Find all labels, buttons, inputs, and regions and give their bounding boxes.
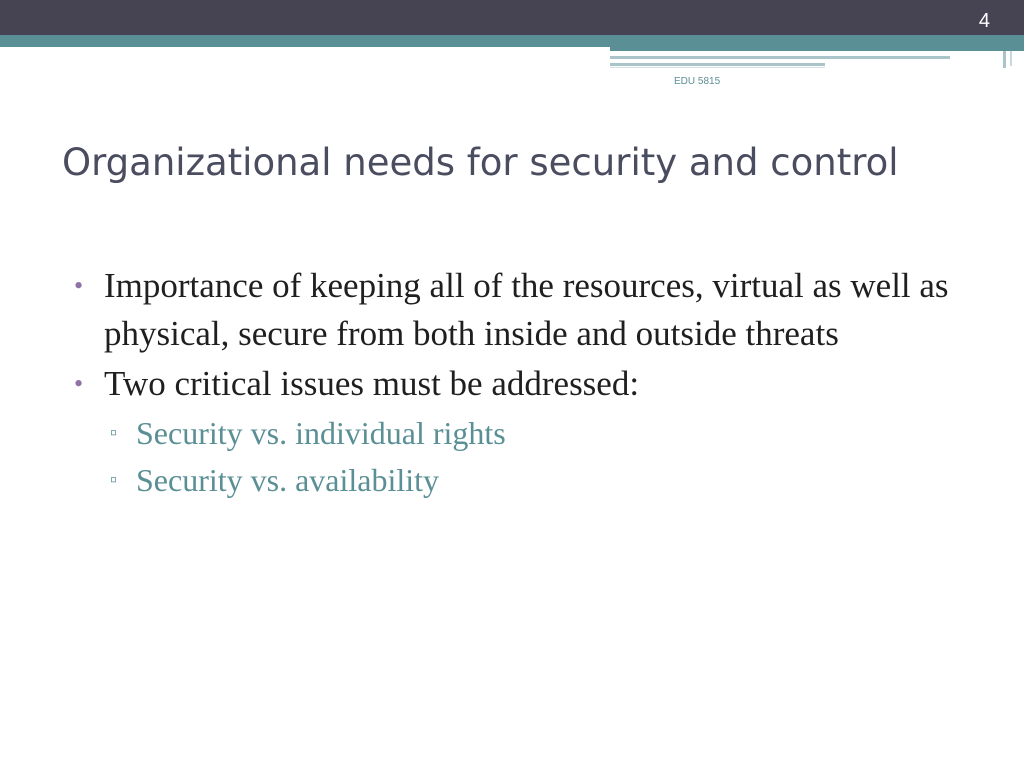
accent-band-left [0, 35, 610, 47]
sub-bullet-item [74, 457, 954, 504]
header-band [0, 0, 1024, 35]
footer-label: EDU 5815 [674, 76, 721, 87]
bullet-icon: • [74, 369, 84, 398]
slide-content [74, 262, 954, 504]
bullet-item [74, 262, 954, 358]
square-bullet-icon: ▫ [110, 469, 118, 491]
slide-number: 4 [978, 10, 990, 32]
decorative-line [610, 67, 825, 68]
decorative-line [610, 56, 950, 59]
square-bullet-icon: ▫ [110, 422, 118, 444]
decorative-line [610, 63, 825, 66]
decorative-line [1010, 51, 1012, 66]
decorative-line [1003, 51, 1006, 68]
bullet-icon: • [74, 271, 84, 300]
bullet-text: Two critical issues must be addressed: [104, 364, 640, 403]
sub-bullet-item [74, 410, 954, 457]
accent-band-right [610, 35, 1024, 51]
bullet-item [74, 360, 954, 408]
sub-bullet-text: Security vs. individual rights [136, 415, 506, 451]
bullet-text: Importance of keeping all of the resources, virtual as well as physical, secure from both inside and outside threats [104, 266, 949, 353]
slide-title: Organizational needs for security and control [62, 141, 899, 184]
sub-bullet-text: Security vs. availability [136, 462, 440, 498]
